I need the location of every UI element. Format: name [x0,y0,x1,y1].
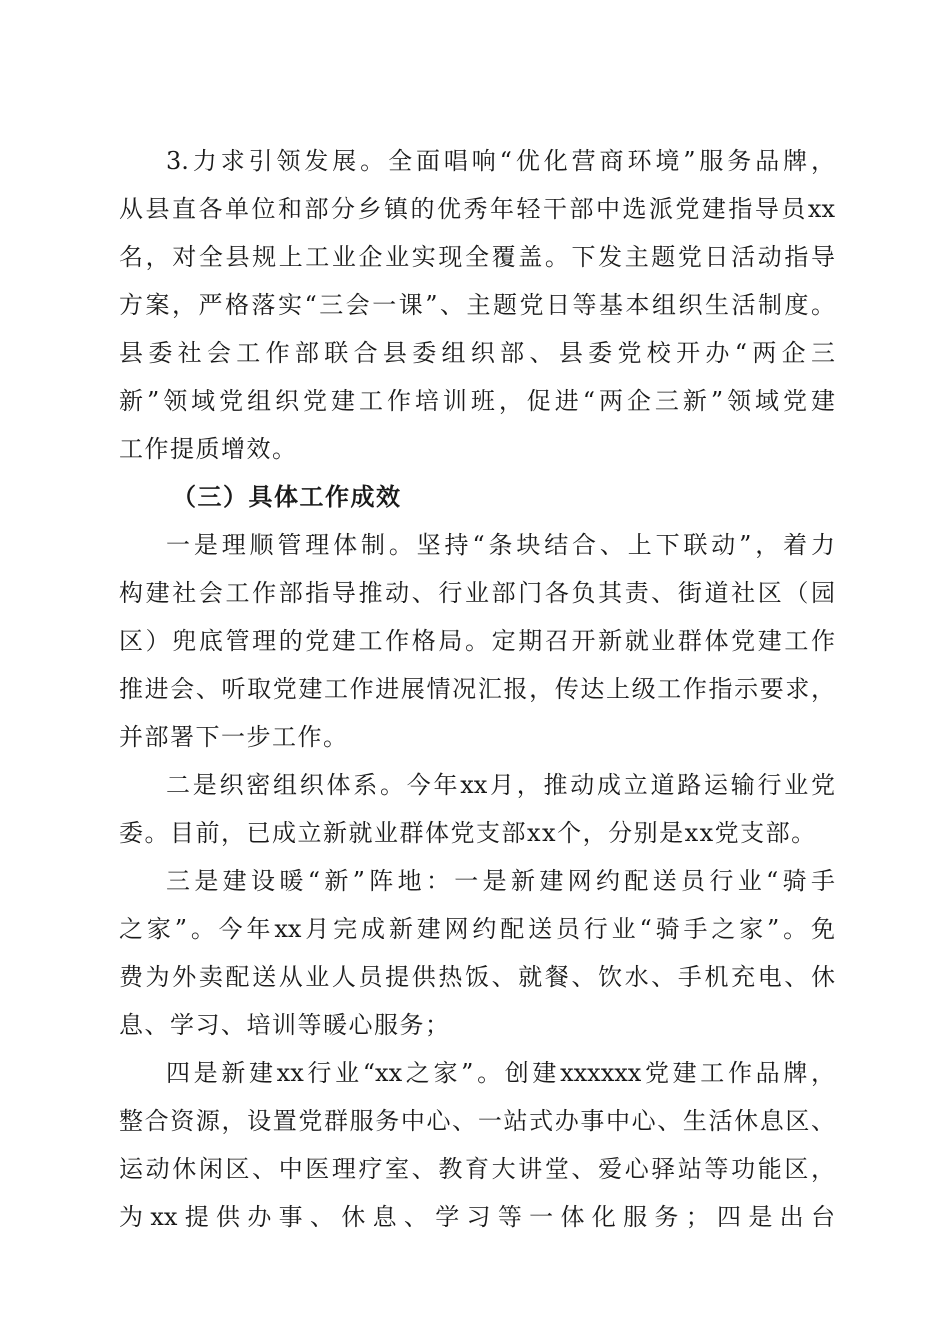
paragraph-line: 费为外卖配送从业人员提供热饭、就餐、饮水、手机充电、休 [119,963,835,991]
paragraph-line: 一是理顺管理体制。坚持“条块结合、上下联动”，着力 [166,531,835,559]
paragraph-line: 县委社会工作部联合县委组织部、县委党校开办“两企三 [119,339,835,367]
paragraph-line: 四是新建xx行业“xx之家”。创建xxxxxx党建工作品牌， [166,1059,835,1087]
paragraph-line: 方案，严格落实“三会一课”、主题党日等基本组织生活制度。 [119,291,835,319]
paragraph-line: 名，对全县规上工业企业实现全覆盖。下发主题党日活动指导 [119,243,835,271]
paragraph-line: 运动休闲区、中医理疗室、教育大讲堂、爱心驿站等功能区， [119,1155,835,1183]
paragraph-line: 整合资源，设置党群服务中心、一站式办事中心、生活休息区、 [119,1107,835,1135]
paragraph-line: 之家”。今年xx月完成新建网约配送员行业“骑手之家”。免 [119,915,835,943]
paragraph-line: 委。目前，已成立新就业群体党支部xx个，分别是xx党支部。 [119,819,817,847]
paragraph-line: 为xx提供办事、休息、学习等一体化服务；四是出台 [119,1203,835,1231]
paragraph-line: 工作提质增效。 [119,435,298,463]
paragraph-line: 息、学习、培训等暖心服务； [119,1011,451,1039]
paragraph-line: 构建社会工作部指导推动、行业部门各负其责、街道社区（园 [119,579,835,607]
paragraph-line: 二是织密组织体系。今年xx月，推动成立道路运输行业党 [166,771,835,799]
paragraph-line: 区）兜底管理的党建工作格局。定期召开新就业群体党建工作 [119,627,835,655]
paragraph-line: 推进会、听取党建工作进展情况汇报，传达上级工作指示要求， [119,675,835,703]
paragraph-line: 从县直各单位和部分乡镇的优秀年轻干部中选派党建指导员xx [119,195,835,223]
paragraph-line: 三是建设暖“新”阵地：一是新建网约配送员行业“骑手 [166,867,835,895]
section-heading: （三）具体工作成效 [172,482,402,511]
paragraph-line: 并部署下一步工作。 [119,723,349,751]
paragraph-line: 3.力求引领发展。全面唱响“优化营商环境”服务品牌， [166,147,835,175]
paragraph-line: 新”领域党组织党建工作培训班，促进“两企三新”领域党建 [119,387,835,415]
